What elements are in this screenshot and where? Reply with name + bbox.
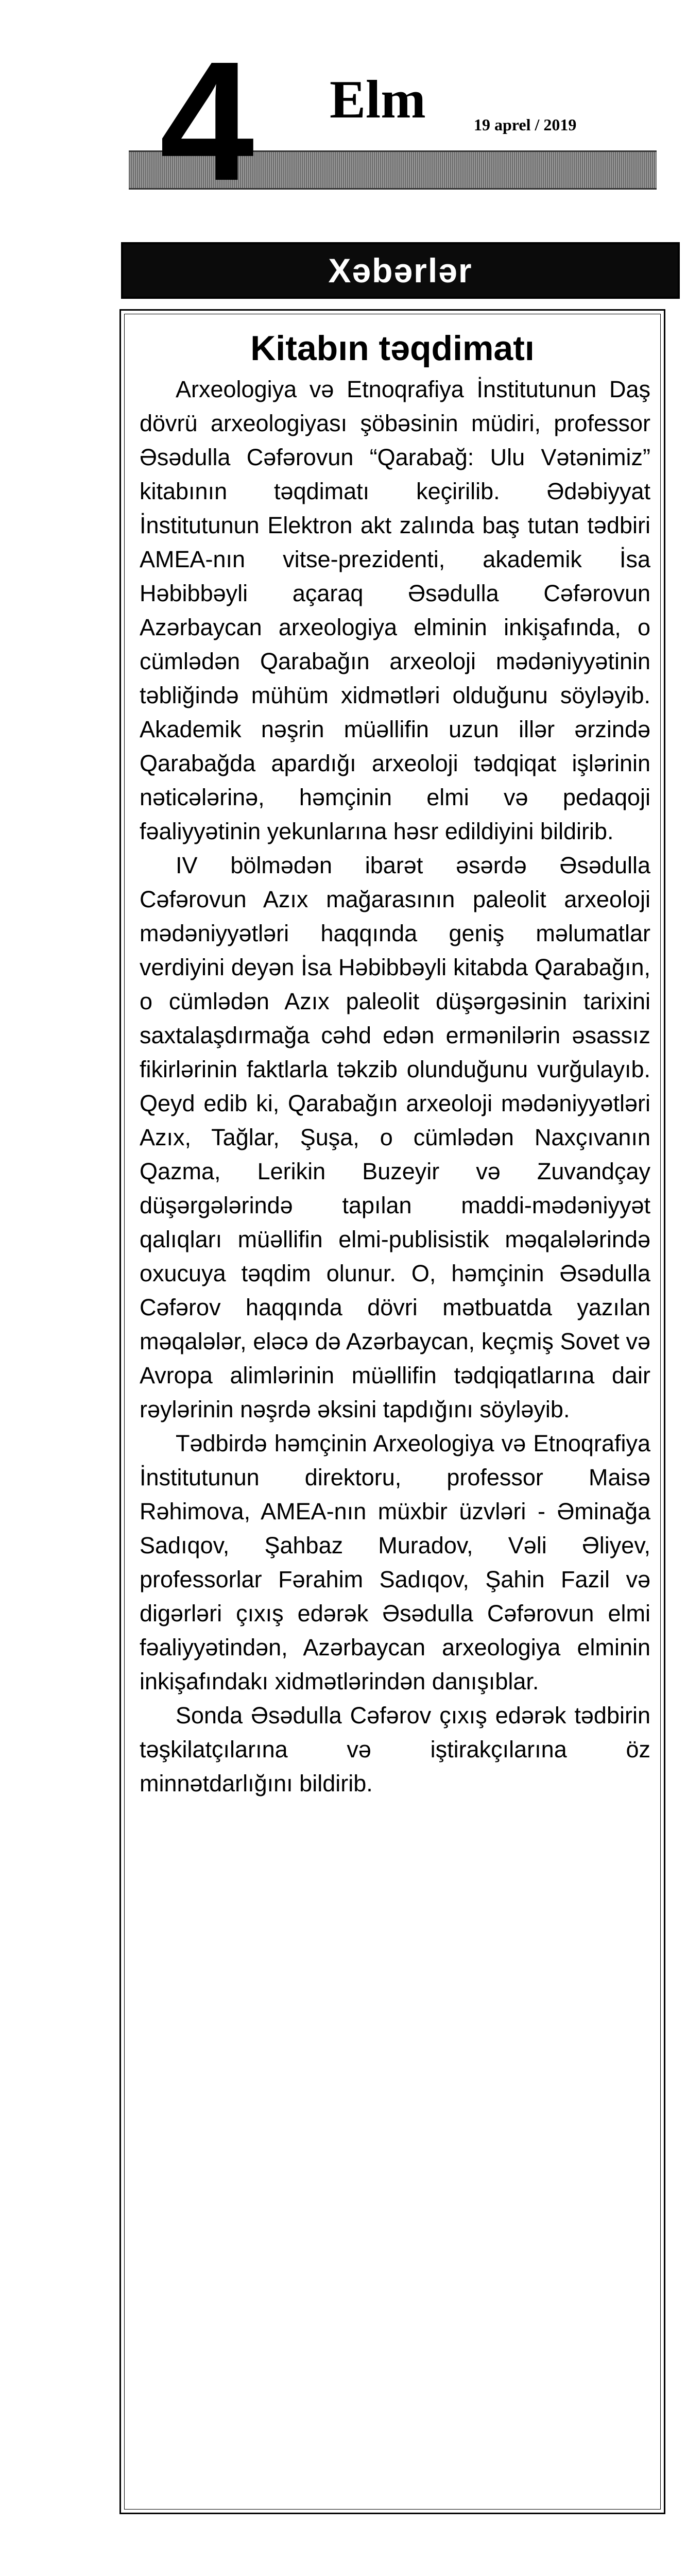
- masthead: [0, 0, 687, 216]
- article: [119, 309, 665, 2514]
- article-paragraph: IV bölmədən ibarət əsərdə Əsədulla Cəfərovun Azıx mağarasının paleolit arxeoloji mədəniyyətləri haqqında geniş məlumatlar verdiyini deyən İsa Həbibbəyli kitabda Qarabağın, o cümlədən Azıx paleolit düşərgəsinin tarixini saxtalaşdırmağa cəhd edən ermənilərin əsassız fikirlərinin faktlarla təkzib olunduğunu vurğulayıb. Qeyd edib ki, Qarabağın arxeoloji mədəniyyətləri Azıx, Tağlar, Şuşa, o cümlədən Naxçıvanın Qazma, Lerikin Buzeyir və Zuvandçay düşərgələrində tapılan maddi-mədəniyyət qalıqları müəllifin elmi-publisistik məqalələrində oxucuya təqdim olunur. O, həmçinin Əsədulla Cəfərov haqqında dövri mətbuatda yazılan məqalələr, eləcə də Azərbaycan, keçmiş Sovet və Avropa alimlərinin müəllifin tədqiqatlarına dair rəylərinin nəşrdə əksini tapdığını söyləyib.: [140, 852, 650, 1423]
- rubric-label: Xəbərlər: [328, 251, 473, 290]
- issue-date: 19 aprel / 2019: [474, 115, 577, 134]
- article-body: [121, 372, 664, 1801]
- rubric-bar: [121, 242, 680, 299]
- article-title: Kitabın təqdimatı: [250, 329, 535, 368]
- article-paragraph: Arxeologiya və Etnoqrafiya İnstitutunun Daş dövrü arxeologiyası şöbəsinin müdiri, professor Əsədulla Cəfərovun “Qarabağ: Ulu Vətənimiz” kitabının təqdimatı keçirilib. Ədəbiyyat İnstitutunun Elektron akt zalında baş tutan tədbiri AMEA-nın vitse-prezidenti, akademik İsa Həbibbəyli açaraq Əsədulla Cəfərovun Azərbaycan arxeologiya elminin inkişafında, o cümlədən Qarabağın arxeoloji mədəniyyətinin təbliğində mühüm xidmətləri olduğunu söyləyib. Akademik nəşrin müəllifin uzun illər ərzində Qarabağda apardığı arxeoloji tədqiqat işlərinin nəticələrinə, həmçinin elmi və pedaqoji fəaliyyətinin yekunlarına həsr edildiyini bildirib.: [140, 376, 650, 845]
- article-paragraph: Sonda Əsədulla Cəfərov çıxış edərək tədbirin təşkilatçılarına və iştirakçılarına öz minnətdarlığını bildirib.: [140, 1702, 650, 1797]
- page-number: 4: [160, 26, 251, 216]
- article-paragraph: Tədbirdə həmçinin Arxeologiya və Etnoqrafiya İnstitutunun direktoru, professor Maisə Rəhimova, AMEA-nın müxbir üzvləri - Əminağa Sadıqov, Şahbaz Muradov, Vəli Əliyev, professorlar Fərahim Sadıqov, Şahin Fazil və digərləri çıxış edərək Əsədulla Cəfərovun elmi fəaliyyətindən, Azərbaycan arxeologiya elminin inkişafındakı xidmətlərindən danışıblar.: [140, 1430, 650, 1695]
- section-title: Elm: [330, 69, 426, 129]
